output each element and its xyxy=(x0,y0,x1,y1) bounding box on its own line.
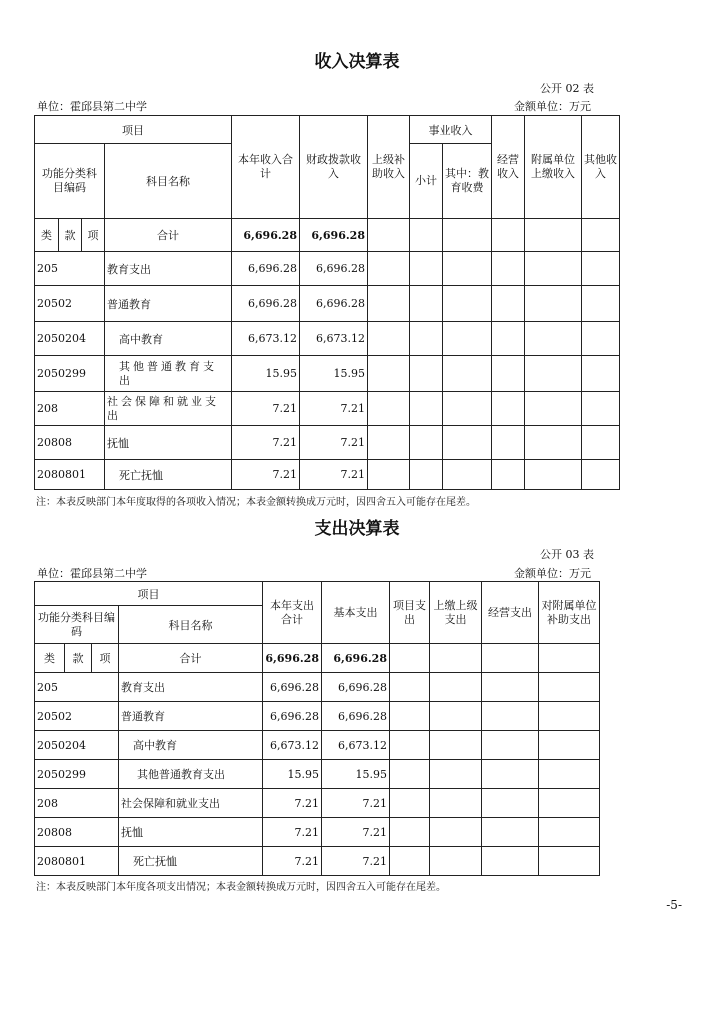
header-career-income: 事业收入 xyxy=(410,116,492,144)
table-row xyxy=(35,818,600,847)
expense-note: 注：本表反映部门本年度各项支出情况；本表金额转换成万元时，因四舍五入可能存在尾差。 xyxy=(36,882,446,893)
header-project-expense: 项目支出 xyxy=(390,582,430,644)
row-name: 高中教育 xyxy=(105,322,232,356)
row-name: 其他普通教育支出 xyxy=(119,760,263,789)
row-name: 高中教育 xyxy=(119,731,263,760)
header-upper-subsidy: 上级补助收入 xyxy=(368,116,410,219)
table-row xyxy=(35,789,600,818)
row-total: 15.95 xyxy=(263,760,322,789)
row-total: 6,696.28 xyxy=(232,286,300,322)
income-amount-unit: 金额单位：万元 xyxy=(514,100,591,113)
row-code: 205 xyxy=(35,673,119,702)
header-project: 项目 xyxy=(35,582,263,606)
row-total: 15.95 xyxy=(232,356,300,392)
expense-amount-unit: 金额单位：万元 xyxy=(514,567,591,580)
header-total-expense: 本年支出合计 xyxy=(263,582,322,644)
table-row xyxy=(35,426,620,460)
header-kuan: 款 xyxy=(59,219,82,252)
header-operating-expense: 经营支出 xyxy=(482,582,539,644)
header-upper-expense: 上缴上级支出 xyxy=(430,582,482,644)
header-basic-expense: 基本支出 xyxy=(322,582,390,644)
row-total: 6,673.12 xyxy=(263,731,322,760)
row-code: 20808 xyxy=(35,426,105,460)
expense-unit: 单位：霍邱县第二中学 xyxy=(37,567,147,580)
row-total: 7.21 xyxy=(263,847,322,876)
row-fiscal: 6,673.12 xyxy=(300,322,368,356)
row-fiscal: 7.21 xyxy=(300,460,368,490)
row-code: 205 xyxy=(35,252,105,286)
row-name: 教育支出 xyxy=(105,252,232,286)
header-other-income: 其他收入 xyxy=(582,116,620,219)
row-name: 普通教育 xyxy=(105,286,232,322)
row-code: 208 xyxy=(35,392,105,426)
row-total: 7.21 xyxy=(263,789,322,818)
row-total: 6,696.28 xyxy=(263,673,322,702)
row-name: 社会保障和就业支出 xyxy=(105,392,232,426)
row-code: 2080801 xyxy=(35,847,119,876)
expense-table xyxy=(34,581,600,876)
row-code: 20502 xyxy=(35,702,119,731)
header-affiliated-income: 附属单位上缴收入 xyxy=(525,116,582,219)
header-lei: 类 xyxy=(35,644,65,673)
row-code: 2080801 xyxy=(35,460,105,490)
row-fiscal: 6,696.28 xyxy=(300,252,368,286)
row-code: 2050204 xyxy=(35,322,105,356)
row-fiscal: 15.95 xyxy=(300,356,368,392)
header-operating-income: 经营收入 xyxy=(492,116,525,219)
row-fiscal: 7.21 xyxy=(300,392,368,426)
row-total: 6,673.12 xyxy=(232,322,300,356)
header-subtotal: 小计 xyxy=(410,144,443,219)
row-total: 7.21 xyxy=(263,818,322,847)
income-note: 注：本表反映部门本年度取得的各项收入情况；本表金额转换成万元时，因四舍五入可能存在尾差。 xyxy=(36,497,476,508)
row-total: 7.21 xyxy=(232,426,300,460)
income-unit: 单位：霍邱县第二中学 xyxy=(37,100,147,113)
header-lei: 类 xyxy=(35,219,59,252)
table-row xyxy=(35,731,600,760)
table-row xyxy=(35,252,620,286)
row-basic: 6,696.28 xyxy=(322,673,390,702)
row-name: 死亡抚恤 xyxy=(119,847,263,876)
income-table-code: 公开 02 表 xyxy=(540,82,594,95)
table-row xyxy=(35,760,600,789)
table-row xyxy=(35,847,600,876)
table-row xyxy=(35,460,620,490)
row-code: 2050299 xyxy=(35,356,105,392)
row-basic: 6,673.12 xyxy=(322,731,390,760)
row-total: 6,696.28 xyxy=(232,252,300,286)
row-fiscal: 7.21 xyxy=(300,426,368,460)
row-basic: 7.21 xyxy=(322,847,390,876)
sum-label: 合计 xyxy=(119,644,263,673)
table-row xyxy=(35,673,600,702)
income-table xyxy=(34,115,620,490)
expense-table-code: 公开 03 表 xyxy=(540,548,594,561)
header-affiliated-subsidy: 对附属单位补助支出 xyxy=(539,582,600,644)
table-row xyxy=(35,392,620,426)
row-total: 6,696.28 xyxy=(263,702,322,731)
header-xiang: 项 xyxy=(82,219,105,252)
header-func-code: 功能分类科目编码 xyxy=(35,606,119,644)
row-total: 7.21 xyxy=(232,392,300,426)
table-row xyxy=(35,322,620,356)
row-code: 20502 xyxy=(35,286,105,322)
row-code: 20808 xyxy=(35,818,119,847)
row-name: 其他普通教育支出 xyxy=(105,356,232,392)
row-basic: 7.21 xyxy=(322,818,390,847)
row-name: 抚恤 xyxy=(119,818,263,847)
header-fiscal-income: 财政拨款收入 xyxy=(300,116,368,219)
row-basic: 7.21 xyxy=(322,789,390,818)
row-code: 208 xyxy=(35,789,119,818)
row-fiscal: 6,696.28 xyxy=(300,286,368,322)
row-basic: 15.95 xyxy=(322,760,390,789)
header-xiang: 项 xyxy=(92,644,119,673)
header-total-income: 本年收入合计 xyxy=(232,116,300,219)
header-subject-name: 科目名称 xyxy=(119,606,263,644)
row-name: 普通教育 xyxy=(119,702,263,731)
row-name: 抚恤 xyxy=(105,426,232,460)
header-kuan: 款 xyxy=(65,644,92,673)
row-name: 社会保障和就业支出 xyxy=(119,789,263,818)
row-name: 死亡抚恤 xyxy=(105,460,232,490)
table-row xyxy=(35,286,620,322)
row-code: 2050204 xyxy=(35,731,119,760)
sum-total: 6,696.28 xyxy=(263,644,322,673)
sum-basic: 6,696.28 xyxy=(322,644,390,673)
income-title: 收入决算表 xyxy=(314,52,400,72)
row-total: 7.21 xyxy=(232,460,300,490)
page-number: -5- xyxy=(666,898,682,912)
sum-label: 合计 xyxy=(105,219,232,252)
row-name: 教育支出 xyxy=(119,673,263,702)
sum-total: 6,696.28 xyxy=(232,219,300,252)
row-basic: 6,696.28 xyxy=(322,702,390,731)
table-row xyxy=(35,356,620,392)
sum-fiscal: 6,696.28 xyxy=(300,219,368,252)
header-func-code: 功能分类科目编码 xyxy=(35,144,105,219)
header-subject-name: 科目名称 xyxy=(105,144,232,219)
table-row xyxy=(35,702,600,731)
header-project: 项目 xyxy=(35,116,232,144)
expense-title: 支出决算表 xyxy=(314,519,400,539)
header-edu-fee: 其中：教育收费 xyxy=(443,144,492,219)
row-code: 2050299 xyxy=(35,760,119,789)
